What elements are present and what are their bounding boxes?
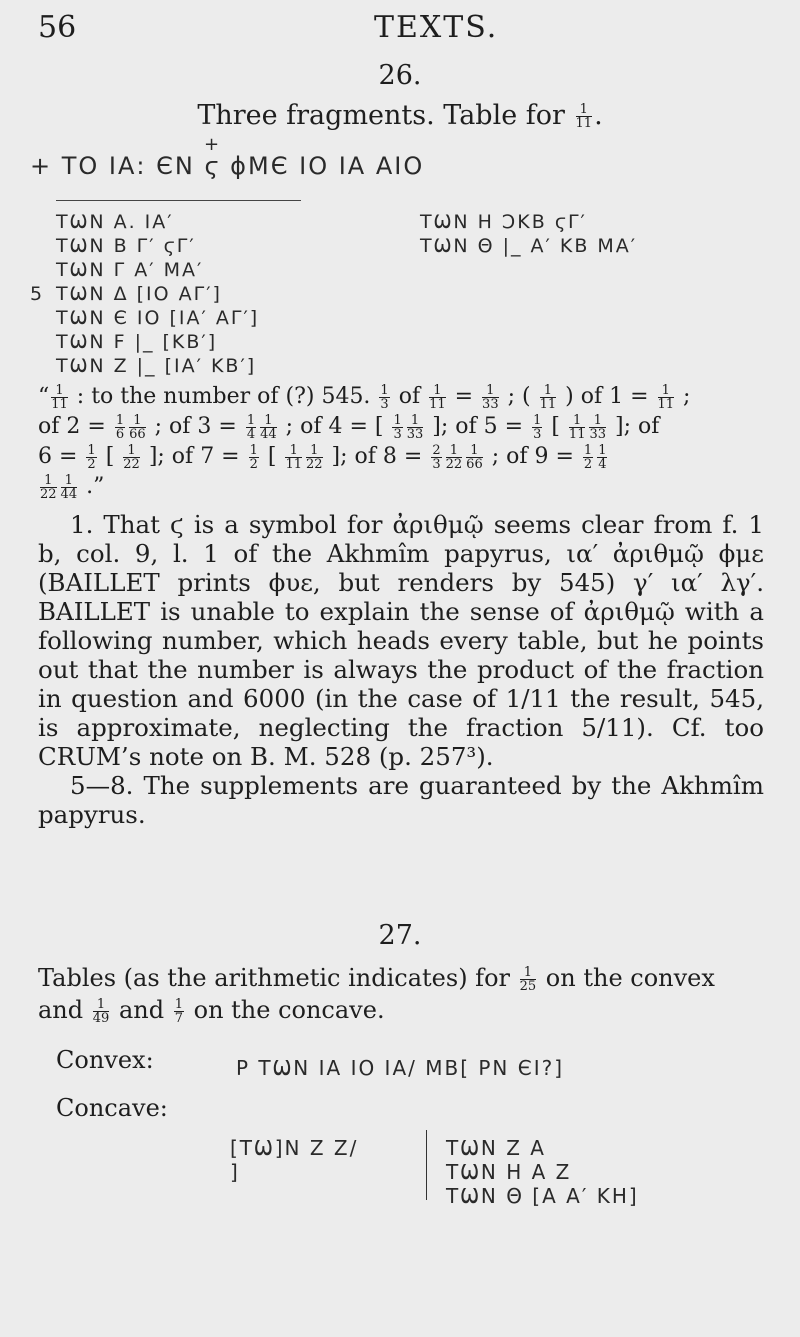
intro2-fraction <box>93 998 110 1025</box>
l3-denominator: 4 <box>598 456 607 472</box>
l1-numerator: 1 <box>482 384 499 398</box>
l3-denominator: 11 <box>285 456 303 472</box>
table-row <box>30 282 259 306</box>
intro-text: on the convex <box>538 964 715 992</box>
translation-line-2 <box>38 412 764 442</box>
l2-denominator: 33 <box>589 426 607 442</box>
l1-denominator: 3 <box>380 396 389 412</box>
l1-text: ) of 1 = <box>558 384 656 409</box>
l1-fraction <box>429 384 446 411</box>
table-right-column <box>420 210 637 258</box>
table-row-text: ΤѠΝ Є ΙΟ [ΙΑ′ ΑΓ′] <box>56 307 260 329</box>
concave-row: ΤѠΝ Θ [Α Α′ ΚΗ] <box>446 1184 639 1208</box>
table-row <box>30 210 259 234</box>
l4-numerator: 1 <box>61 474 78 488</box>
l2-numerator: 1 <box>589 414 606 428</box>
l3-fraction <box>597 444 607 471</box>
concave-row: ΤѠΝ Η Α Ζ <box>446 1160 572 1184</box>
section-number-26: 26. <box>378 60 422 91</box>
l2-denominator: 4 <box>246 426 256 442</box>
l3-fraction <box>446 444 463 471</box>
intro2-numerator: 1 <box>174 997 183 1012</box>
heading-frac-den: 11 <box>575 116 593 131</box>
l1-denominator: 11 <box>539 396 557 412</box>
intro2-numerator: 1 <box>93 998 110 1012</box>
l1-fraction <box>658 384 675 411</box>
l3-text: ]; of 7 = <box>141 444 247 469</box>
concave-label: Concave: <box>56 1094 168 1122</box>
l1-text: ; <box>676 384 691 409</box>
l2-fraction <box>115 414 125 441</box>
intro2-denominator: 7 <box>174 1011 183 1026</box>
intro2-text: on the concave. <box>185 996 385 1024</box>
l3-fraction <box>583 444 593 471</box>
l2-denominator: 3 <box>393 426 402 442</box>
l2-fraction <box>407 414 424 441</box>
l2-numerator: 1 <box>533 412 542 428</box>
section-27-intro <box>38 962 764 1026</box>
papyrus-top-line <box>30 134 425 180</box>
l3-denominator: 22 <box>445 456 463 472</box>
l4-numerator: 1 <box>40 474 57 488</box>
concave-row: ΤѠΝ Ζ Α <box>446 1136 546 1160</box>
l1-fraction <box>379 384 389 411</box>
running-head <box>38 10 762 50</box>
running-title: TEXTS. <box>374 10 499 45</box>
intro2-text: and <box>38 996 91 1024</box>
table-row-text: ΤѠΝ Γ Α′ ΜΑ′ <box>56 259 204 281</box>
l3-denominator: 2 <box>583 456 593 472</box>
l3-numerator: 1 <box>466 444 483 458</box>
l2-numerator: 1 <box>129 414 146 428</box>
l2-numerator: 1 <box>115 412 125 428</box>
intro-line-2 <box>38 994 764 1026</box>
concave-row: [ΤѠ]Ν Ζ Ζ/ <box>230 1136 359 1160</box>
l3-denominator: 22 <box>123 456 140 472</box>
table-row <box>30 330 259 354</box>
l3-denominator: 3 <box>432 456 441 472</box>
l3-numerator: 1 <box>583 442 593 458</box>
l2-denominator: 6 <box>115 426 125 442</box>
table-row-text: ΤѠΝ Ζ |_ [ΙΑ′ ΚΒ′] <box>56 355 257 377</box>
commentary <box>38 510 764 829</box>
heading-frac-num: 1 <box>576 103 593 117</box>
l3-fraction <box>431 444 441 471</box>
section-26-heading: Three fragments. Table for $\frac{1}{11}$ . <box>197 100 603 131</box>
translation-line-3 <box>38 442 764 472</box>
l2-denominator: 33 <box>406 426 424 442</box>
note-5-8: 5—8. The supplements are guaranteed by the Akhmîm papyrus. <box>38 771 764 829</box>
heading-text: Three fragments. Table for <box>197 100 565 131</box>
l1-denominator: 33 <box>482 396 499 412</box>
l1-text: of <box>391 384 428 409</box>
l3-numerator: 1 <box>446 444 463 458</box>
cross-mark: + <box>204 134 222 155</box>
heading-fraction <box>576 103 593 130</box>
intro2-fraction <box>174 998 184 1025</box>
l2-denominator: 11 <box>568 426 586 442</box>
l2-text: [ <box>544 414 567 439</box>
l3-denominator: 66 <box>466 456 483 472</box>
table-left-column <box>30 210 259 378</box>
l3-denominator: 2 <box>249 456 258 472</box>
l3-numerator: 1 <box>285 444 302 458</box>
l3-fraction <box>306 444 323 471</box>
table-row-text: ΤѠΝ Β Γ′ ϛΓ′ <box>56 235 196 257</box>
l1-numerator: 1 <box>51 384 68 398</box>
l1-fraction <box>51 384 68 411</box>
intro2-denominator: 49 <box>92 1011 110 1026</box>
page-number: 56 <box>38 10 77 45</box>
l3-text: ]; of 8 = <box>324 444 430 469</box>
l1-numerator: 1 <box>429 384 446 398</box>
table-row <box>30 234 259 258</box>
intro-text: Tables (as the arithmetic indicates) for <box>38 964 518 992</box>
intro-fraction <box>520 966 537 993</box>
l2-text: of 2 = <box>38 414 113 439</box>
l1-denominator: 11 <box>51 396 68 412</box>
l3-text: [ <box>260 444 284 469</box>
translation-line-4 <box>38 472 764 502</box>
l3-denominator: 2 <box>87 456 96 472</box>
table-row: ΤѠΝ Η ϽΚΒ ϛΓ′ <box>420 211 587 233</box>
l4-text: .” <box>79 474 105 499</box>
table-row: ΤѠΝ Θ |_ Α′ ΚΒ ΜΑ′ <box>420 235 638 257</box>
translation <box>38 382 764 502</box>
l3-text: [ <box>98 444 122 469</box>
l2-text: ]; of 5 = <box>425 414 531 439</box>
concave-left <box>230 1134 358 1182</box>
l2-denominator: 44 <box>260 426 277 442</box>
l2-numerator: 1 <box>260 414 277 428</box>
l2-fraction <box>246 414 256 441</box>
l1-text: = <box>447 384 481 409</box>
l4-fraction <box>61 474 78 501</box>
top-line-text: + TO ΙΑ: ЄΝ ϛ ϕΜЄ ΙΟ ΙΑ ΑΙΟ <box>30 152 425 180</box>
intro2-text: and <box>111 996 172 1024</box>
table-row <box>30 258 259 282</box>
l2-numerator: 1 <box>569 414 586 428</box>
l1-denominator: 11 <box>429 396 446 412</box>
convex-text: Ρ ΤѠΝ ΙΑ ΙΟ ΙΑ/ ΜΒ[ ΡΝ ЄΙ?] <box>236 1056 565 1080</box>
l3-fraction <box>285 444 302 471</box>
note-1: 1. That ϛ is a symbol for ἀριθμῷ seems clear from f. 1 b, col. 9, l. 1 of the Akhmîm papyrus, ια′ ἀριθμῷ ϕμε (BAILLET prints ϕυε, but renders by 545) γ′ ια′ λγ′. BAILLET is unable to explain the sense of ἀριθμῷ with a following number, which heads every table, but he points out that the number is always the product of the fraction in question and 6000 (in the case of 1/11 the result, 545, is approximate, neglecting the fraction 5/11). Cf. too CRUM’s note on B. M. 528 (p. 257³). <box>38 510 764 771</box>
table-row-text: ΤѠΝ Δ [ΙΟ ΑΓ′] <box>56 283 222 305</box>
table-row <box>30 306 259 330</box>
open-quote: “ <box>38 384 50 409</box>
concave-right <box>446 1134 639 1206</box>
l3-numerator: 1 <box>306 444 323 458</box>
column-divider <box>426 1130 427 1200</box>
l2-text: ; of 4 = [ <box>278 414 391 439</box>
l2-text: ; of 3 = <box>147 414 244 439</box>
l3-denominator: 22 <box>306 456 323 472</box>
l1-fraction <box>482 384 499 411</box>
l2-numerator: 1 <box>393 412 402 428</box>
l2-fraction <box>589 414 606 441</box>
table-row-text: ΤѠΝ Α. ΙΑ′ <box>56 211 174 233</box>
l1-numerator: 1 <box>658 384 675 398</box>
l2-fraction <box>569 414 586 441</box>
l2-text: ]; of <box>608 414 660 439</box>
l3-numerator: 1 <box>123 444 140 458</box>
l2-denominator: 3 <box>533 426 542 442</box>
concave-row: ] <box>230 1160 240 1184</box>
l4-denominator: 44 <box>60 486 78 502</box>
table-row <box>30 354 259 378</box>
l3-fraction <box>249 444 259 471</box>
l3-numerator: 1 <box>598 442 607 458</box>
l3-fraction <box>86 444 96 471</box>
section-number-27: 27. <box>378 920 422 951</box>
translation-line-1 <box>38 382 764 412</box>
intro-denominator: 25 <box>519 979 537 994</box>
l3-numerator: 1 <box>87 442 96 458</box>
intro-line-1 <box>38 962 764 994</box>
l2-fraction <box>260 414 277 441</box>
l4-fraction <box>40 474 57 501</box>
l4-denominator: 22 <box>40 486 57 502</box>
l3-numerator: 1 <box>249 442 258 458</box>
line-number: 5 <box>30 283 45 305</box>
table-row-text: ΤѠΝ Ϝ |_ [ΚΒ′] <box>56 331 218 353</box>
l1-numerator: 1 <box>380 382 389 398</box>
l1-denominator: 11 <box>657 396 675 412</box>
l2-denominator: 66 <box>129 426 146 442</box>
l2-fraction <box>392 414 402 441</box>
l1-numerator: 1 <box>540 384 557 398</box>
l3-numerator: 2 <box>432 442 441 458</box>
convex-label: Convex: <box>56 1046 154 1074</box>
l3-text: ; of 9 = <box>484 444 581 469</box>
l2-fraction <box>129 414 146 441</box>
intro-numerator: 1 <box>520 966 537 980</box>
l1-fraction <box>540 384 557 411</box>
l2-fraction <box>532 414 542 441</box>
l3-fraction <box>123 444 140 471</box>
l3-text: 6 = <box>38 444 85 469</box>
l2-numerator: 1 <box>246 412 256 428</box>
l3-fraction <box>466 444 483 471</box>
l1-text: : to the number of (?) 545. <box>69 384 378 409</box>
l1-text: ; ( <box>500 384 538 409</box>
l2-numerator: 1 <box>407 414 424 428</box>
divider-rule <box>56 200 301 201</box>
